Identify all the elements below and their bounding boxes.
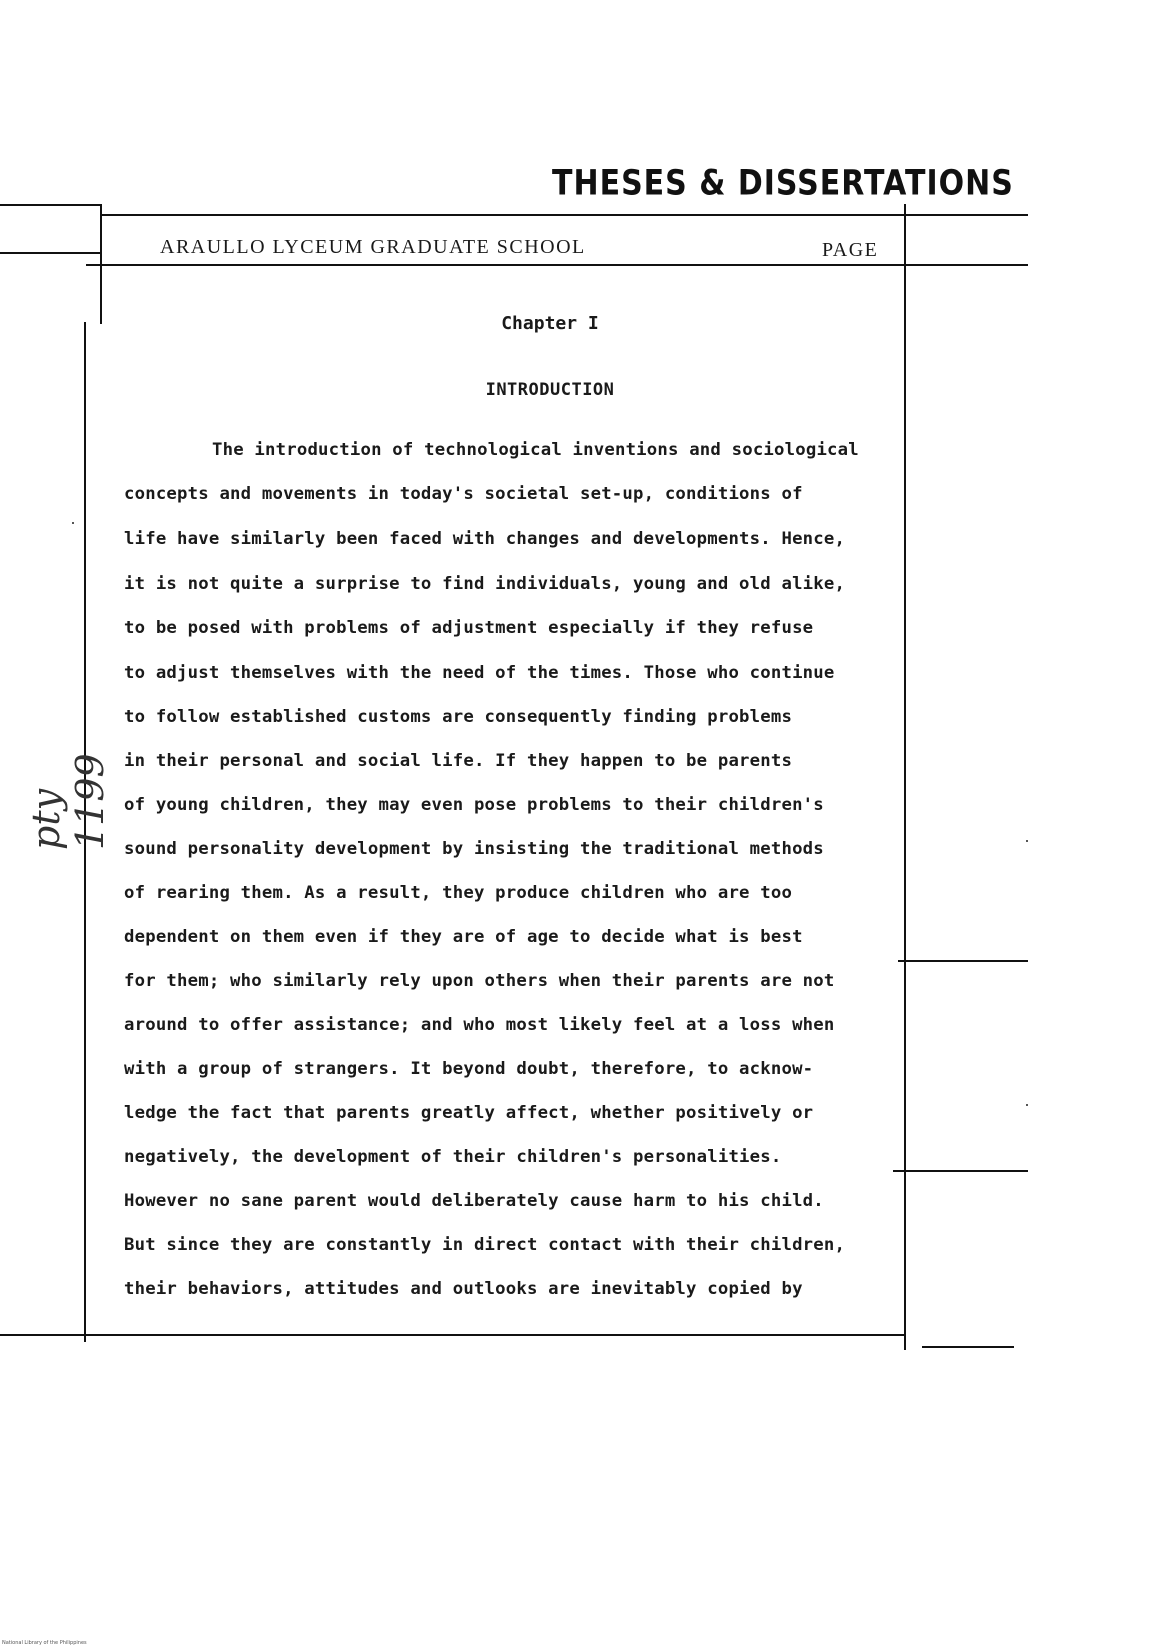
paragraph-line: concepts and movements in today's societal set-up, conditions of [124,484,803,504]
paragraph-line: to be posed with problems of adjustment especially if they refuse [124,618,814,638]
scan-footer: National Library of the Philippines [2,1640,87,1646]
paragraph-line: for them; who similarly rely upon others when their parents are not [124,971,835,991]
paragraph-line: to follow established customs are consequently finding problems [124,707,793,727]
paragraph-line: to adjust themselves with the need of the times. Those who continue [124,663,835,683]
handwritten-margin-note: pty 1199 [24,753,112,850]
paragraph-line: their behaviors, attitudes and outlooks are inevitably copied by [124,1279,803,1299]
section-heading: INTRODUCTION [485,380,615,400]
school-name: ARAULLO LYCEUM GRADUATE SCHOOL [160,236,586,258]
paragraph-line: sound personality development by insisting the traditional methods [124,839,824,859]
right-margin-rule-2 [893,1170,1028,1172]
left-edge-rule-top [0,204,100,206]
right-margin-rule-1 [898,960,1028,962]
page-label: PAGE [822,239,879,261]
paragraph-line: But since they are constantly in direct contact with their children, [124,1235,846,1255]
paragraph-line: dependent on them even if they are of age to decide what is best [124,927,803,947]
paragraph-line: of rearing them. As a result, they produce children who are too [124,883,793,903]
paragraph-line: ledge the fact that parents greatly affect, whether positively or [124,1103,814,1123]
paragraph-line: it is not quite a surprise to find individuals, young and old alike, [124,574,846,594]
paragraph-line: around to offer assistance; and who most likely feel at a loss when [124,1015,835,1035]
archive-stamp: THESES & DISSERTATIONS [552,163,1014,204]
paragraph-line: with a group of strangers. It beyond doubt, therefore, to acknow- [124,1059,814,1079]
paragraph-line: of young children, they may even pose problems to their children's [124,795,824,815]
paragraph-line: The introduction of technological inventions and sociological [212,440,859,460]
scan-speck [72,522,74,524]
right-margin-rule-3 [922,1346,1014,1348]
paragraph-line: negatively, the development of their children's personalities. [124,1147,782,1167]
frame-bottom-rule [0,1334,906,1336]
paragraph-line: However no sane parent would deliberately cause harm to his child. [124,1191,824,1211]
paragraph-line: life have similarly been faced with changes and developments. Hence, [124,529,846,549]
scan-speck [1026,840,1028,842]
header-bottom-rule [86,264,1028,266]
left-edge-rule-2 [0,252,100,254]
scan-speck [1026,1104,1028,1106]
frame-right-vertical [904,204,906,1350]
header-top-rule [100,214,1028,216]
paragraph-line: in their personal and social life. If they happen to be parents [124,751,793,771]
chapter-title: Chapter I [501,313,599,334]
frame-left-vertical [100,204,102,324]
